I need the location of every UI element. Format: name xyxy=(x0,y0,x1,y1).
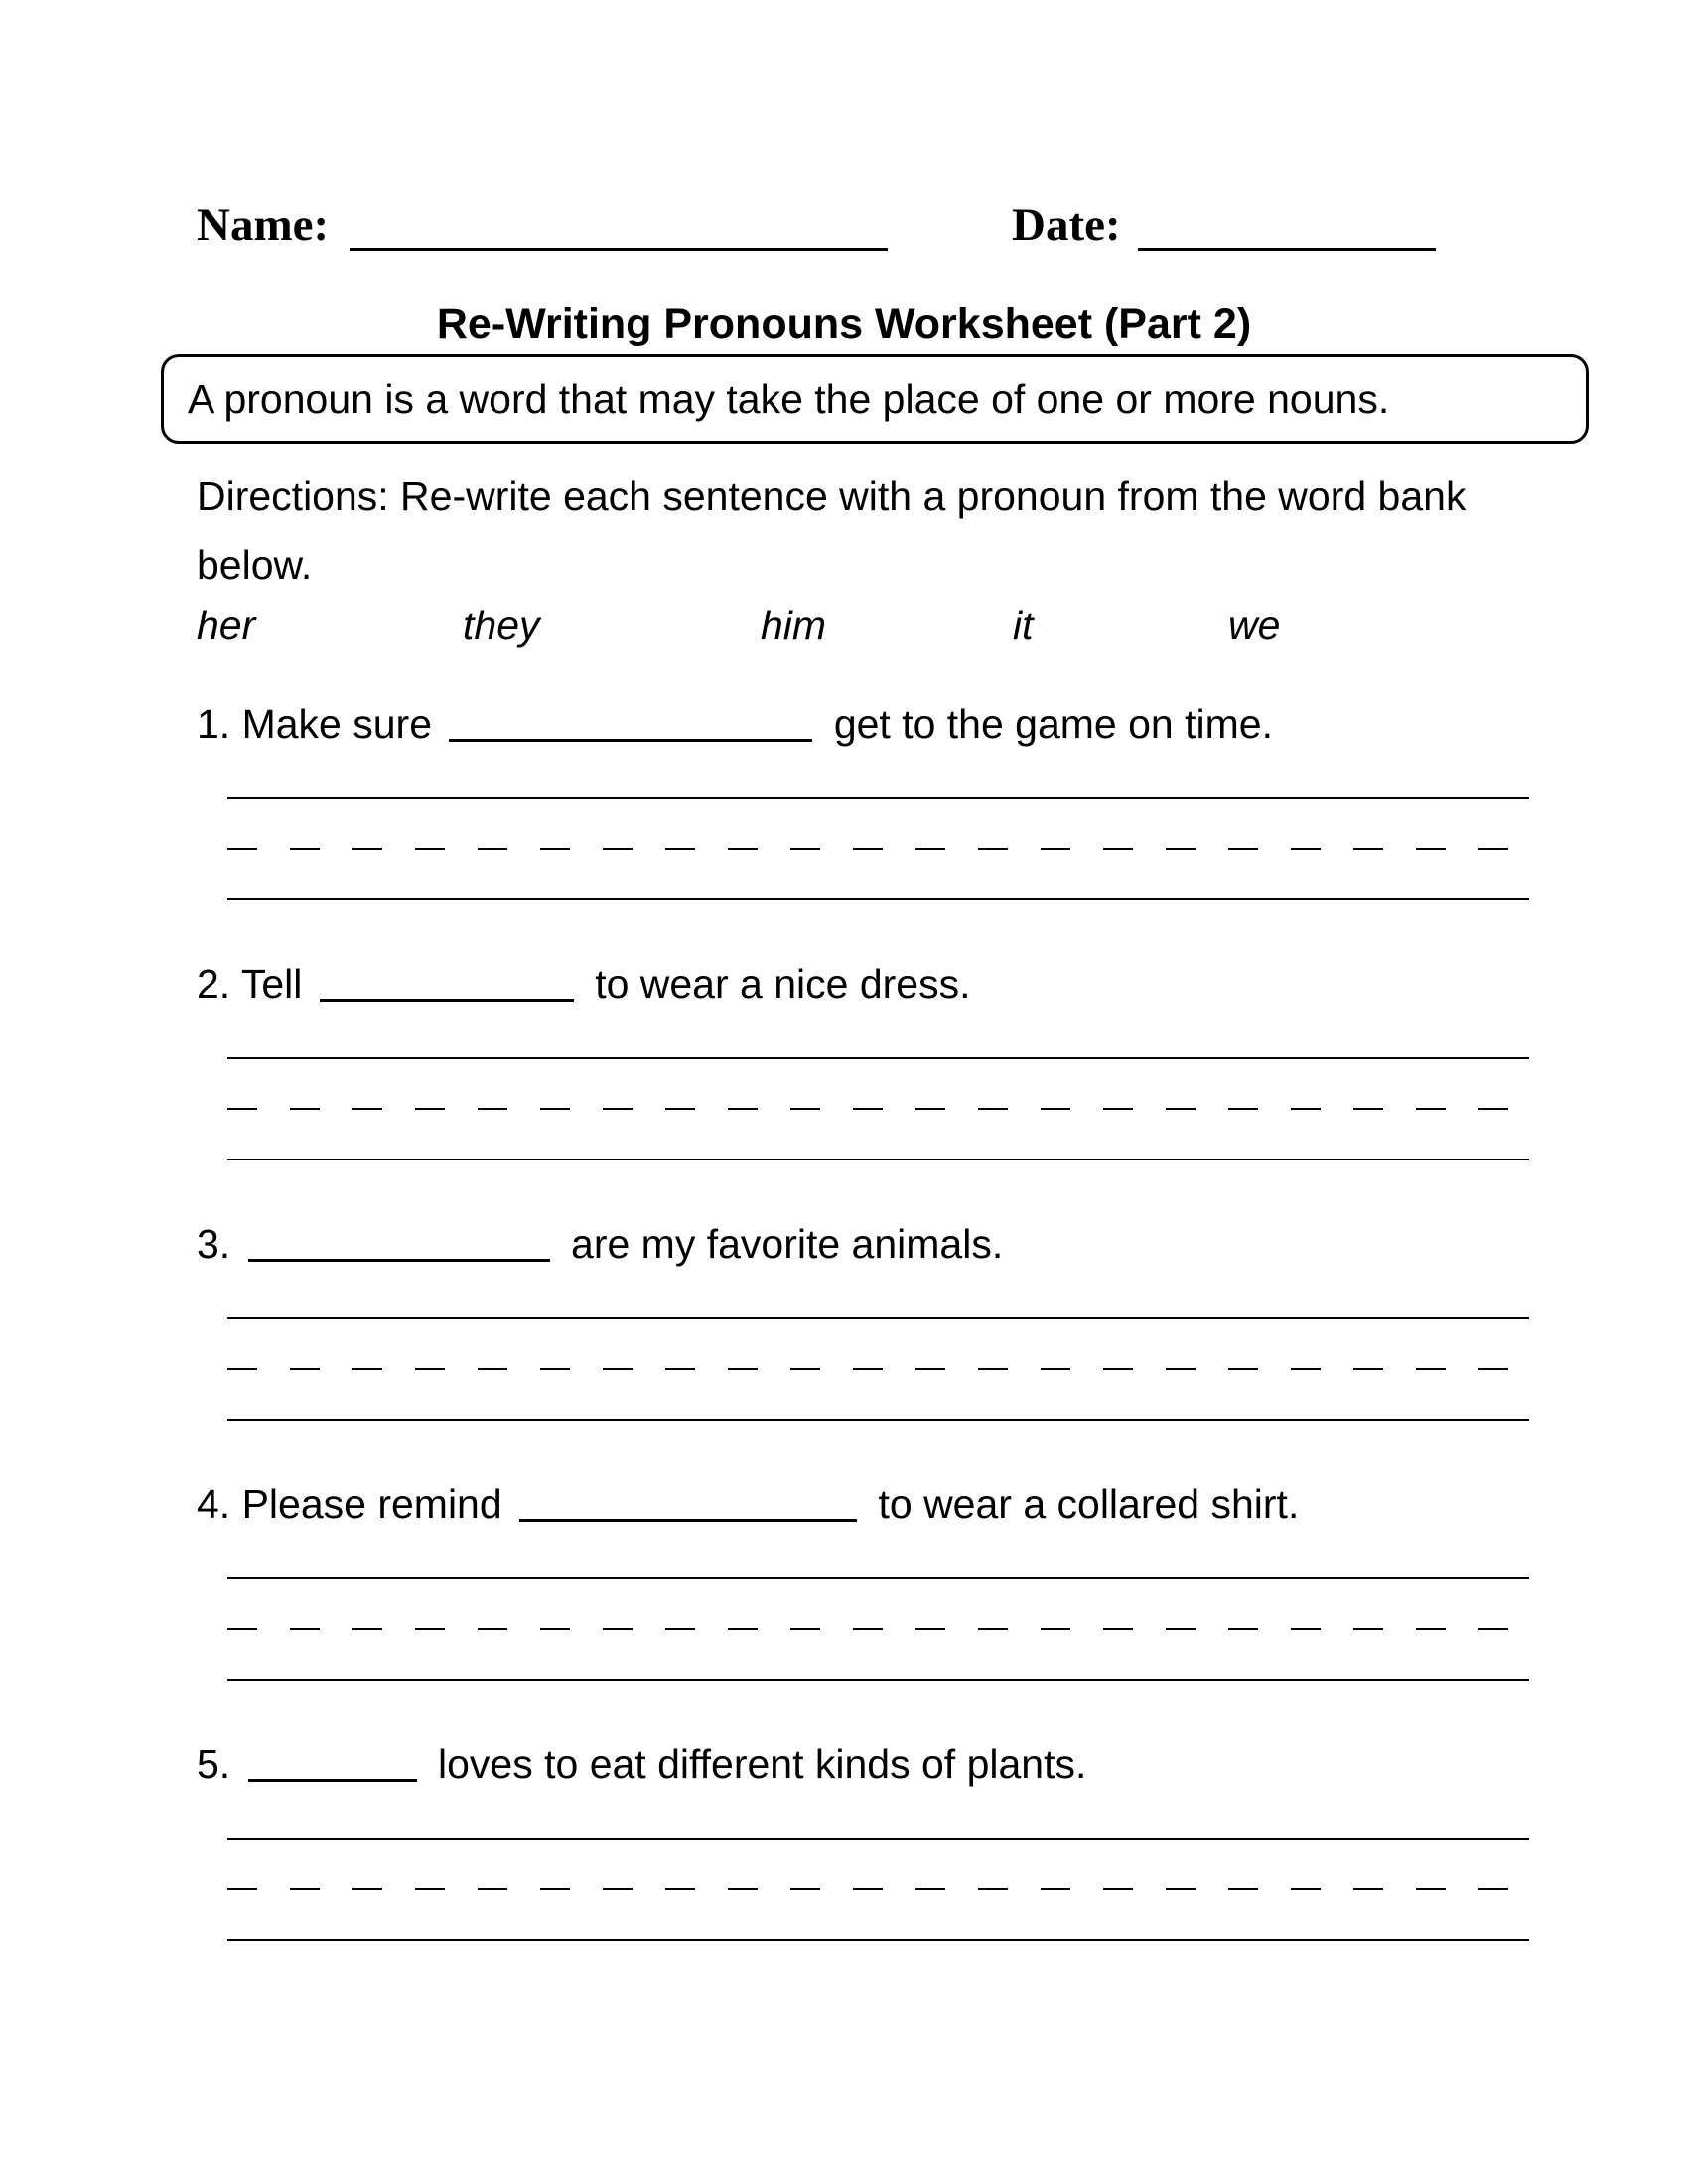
question-3 xyxy=(0,1215,1688,1463)
question-text-before: 2. Tell xyxy=(197,961,303,1007)
question-text-before: 1. Make sure xyxy=(197,701,432,747)
question-text-after: to wear a nice dress. xyxy=(595,961,971,1007)
question-text-after: are my favorite animals. xyxy=(571,1221,1004,1267)
writing-line-dashed xyxy=(227,1888,1529,1890)
word-bank-item: her xyxy=(197,603,256,648)
word-bank-item: it xyxy=(1013,603,1034,648)
writing-line-dashed xyxy=(227,1368,1529,1370)
question-text-before: 5. xyxy=(197,1741,231,1787)
header-row xyxy=(0,197,1688,256)
writing-lines[interactable] xyxy=(227,695,1529,943)
word-bank xyxy=(0,600,1688,659)
worksheet-title xyxy=(0,296,1688,351)
date-label: Date: xyxy=(1012,200,1121,251)
writing-lines[interactable] xyxy=(227,1475,1529,1723)
writing-line-top xyxy=(227,1577,1529,1579)
writing-lines[interactable] xyxy=(227,955,1529,1203)
writing-line-bottom xyxy=(227,1679,1529,1681)
directions-text: Directions: Re-write each sentence with a pronoun from the word bank below. xyxy=(197,474,1467,588)
writing-line-bottom xyxy=(227,1159,1529,1160)
word-bank-item: we xyxy=(1228,603,1281,648)
question-text-after: get to the game on time. xyxy=(833,701,1273,747)
worksheet-title-text: Re-Writing Pronouns Worksheet (Part 2) xyxy=(436,300,1252,347)
name-field[interactable] xyxy=(350,248,888,251)
writing-line-top xyxy=(227,1317,1529,1319)
writing-line-top xyxy=(227,1057,1529,1059)
writing-lines[interactable] xyxy=(227,1215,1529,1463)
date-field[interactable] xyxy=(1138,248,1436,251)
question-2 xyxy=(0,955,1688,1203)
writing-line-dashed xyxy=(227,1108,1529,1110)
word-bank-item: they xyxy=(463,603,540,648)
writing-line-top xyxy=(227,797,1529,799)
writing-line-dashed xyxy=(227,848,1529,850)
writing-lines[interactable] xyxy=(227,1735,1529,1983)
definition-box xyxy=(161,354,1589,444)
writing-line-bottom xyxy=(227,898,1529,900)
question-text-before: 3. xyxy=(197,1221,231,1267)
word-bank-item: him xyxy=(761,603,827,648)
definition-text: A pronoun is a word that may take the place of one or more nouns. xyxy=(188,376,1390,422)
question-4 xyxy=(0,1475,1688,1723)
writing-line-top xyxy=(227,1838,1529,1840)
writing-line-bottom xyxy=(227,1419,1529,1421)
question-text-after: to wear a collared shirt. xyxy=(878,1481,1300,1527)
question-text-after: loves to eat different kinds of plants. xyxy=(438,1741,1087,1787)
name-label: Name: xyxy=(197,200,330,251)
question-text-before: 4. Please remind xyxy=(197,1481,502,1527)
question-5 xyxy=(0,1735,1688,1983)
writing-line-bottom xyxy=(227,1939,1529,1941)
question-1 xyxy=(0,695,1688,943)
writing-line-dashed xyxy=(227,1628,1529,1630)
